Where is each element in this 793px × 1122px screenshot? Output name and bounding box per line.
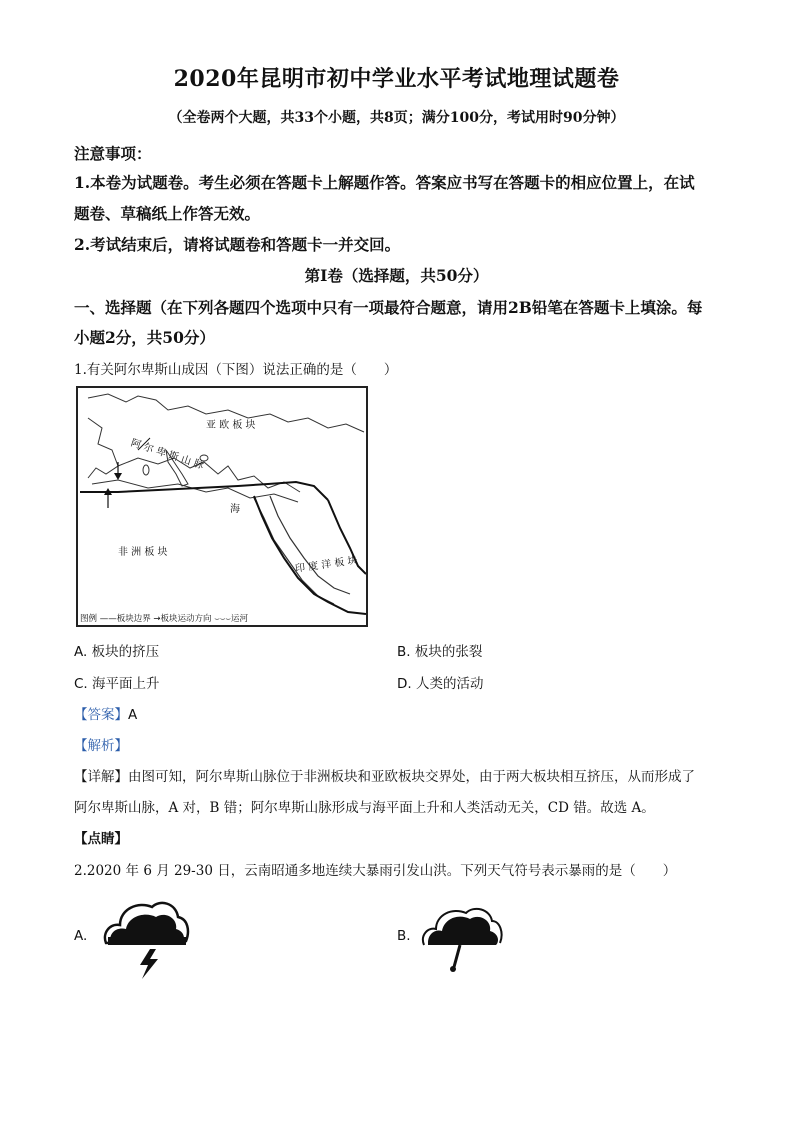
thunderstorm-cloud-icon[interactable] (100, 893, 192, 987)
label-indian-ocean-plate: 印 度 洋 板 块 (294, 555, 359, 575)
notice-item-1-line-1: 1.本卷为试题卷。考生必须在答题卡上解题作答。答案应书写在答题卡的相应位置上，在试 (74, 173, 695, 192)
red-sea-coast-east (270, 496, 350, 594)
notice-heading: 注意事项： (74, 144, 152, 163)
plate-map-figure (76, 386, 368, 627)
rain-cloud-icon[interactable] (420, 897, 504, 981)
section-title: 第Ⅰ卷（选择题，共50分） (304, 266, 489, 285)
iberia-coast-line (88, 418, 118, 478)
label-eurasian-plate: 亚 欧 板 块 (206, 420, 256, 431)
section-instruction-line-2: 小题2分，共50分） (74, 328, 215, 347)
page-subtitle: （全卷两个大题，共33个小题，共8页；满分100分，考试用时90分钟） (168, 110, 625, 126)
answer-tag: 【答案】 (74, 707, 128, 723)
label-alps: 阿 尔 卑 斯 山 脉 (129, 437, 205, 472)
notice-item-2: 2.考试结束后，请将试题卷和答题卡一并交回。 (74, 235, 401, 254)
label-sea: 海 (230, 504, 240, 515)
analysis-tag: 【解析】 (74, 738, 128, 754)
notice-item-1-line-2: 题卷、草稿纸上作答无效。 (74, 204, 261, 223)
answer-value: A (128, 707, 138, 723)
q1-option-c[interactable]: C. 海平面上升 (74, 676, 160, 692)
label-african-plate: 非 洲 板 块 (118, 547, 168, 558)
map-legend: 图例 ——板块边界 →板块运动方向 ⌣⌣⌣运河 (80, 614, 249, 624)
question-2-stem: 2.2020 年 6 月 29-30 日，云南昭通多地连续大暴雨引发山洪。下列天气符号表示暴雨的是（ ） (74, 863, 677, 879)
q1-option-b[interactable]: B. 板块的张裂 (397, 644, 483, 660)
q1-option-d[interactable]: D. 人类的活动 (397, 676, 484, 692)
island-corsica (143, 465, 149, 475)
red-sea-coast-west (254, 498, 334, 604)
q1-detail-line-2: 阿尔卑斯山脉，A 对，B 错；阿尔卑斯山脉形成与海平面上升和人类活动无关，CD 错。故选 A。 (74, 800, 655, 816)
q1-detail-line-1: 【详解】由图可知，阿尔卑斯山脉位于非洲板块和亚欧板块交界处，由于两大板块相互挤压，从而形成了 (74, 769, 695, 785)
q2-option-a-label[interactable]: A. (74, 928, 88, 944)
comment-tag: 【点睛】 (74, 831, 128, 847)
section-instruction-line-1: 一、选择题（在下列各题四个选项中只有一项最符合题意，请用2B铅笔在答题卡上填涂。每 (74, 298, 703, 317)
q1-option-a[interactable]: A. 板块的挤压 (74, 644, 160, 660)
q2-option-b-label[interactable]: B. (397, 928, 411, 944)
page-title: 2020年昆明市初中学业水平考试地理试题卷 (173, 66, 620, 92)
arrow-head-eurasia (114, 473, 122, 480)
question-1-stem: 1.有关阿尔卑斯山成因（下图）说法正确的是（ ） (74, 362, 398, 378)
q1-answer-row (74, 703, 137, 723)
